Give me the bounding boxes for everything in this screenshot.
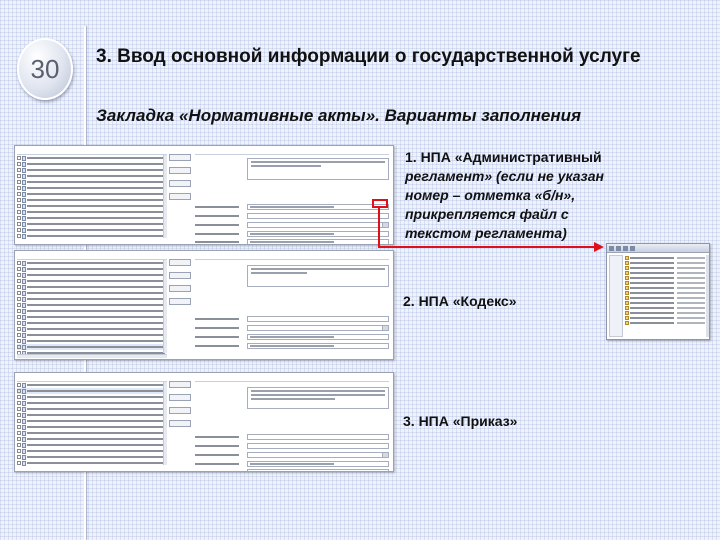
document-field[interactable]: [247, 316, 389, 322]
form-row: [195, 238, 389, 245]
document-icon: [22, 413, 26, 418]
add-all-button[interactable]: [169, 420, 191, 427]
slide-title: 3. Ввод основной информации о государственной услуге: [96, 46, 641, 67]
checkbox[interactable]: [17, 455, 21, 459]
add-button[interactable]: [169, 154, 191, 161]
npa-list-panel: [17, 253, 167, 353]
add-all-button[interactable]: [169, 298, 191, 305]
npa-name-field[interactable]: [247, 265, 389, 287]
document-icon: [22, 383, 26, 388]
document-icon: [22, 261, 26, 266]
checkbox[interactable]: [17, 449, 21, 453]
remove-all-button[interactable]: [169, 285, 191, 292]
checkbox[interactable]: [17, 186, 21, 190]
file-meta: [677, 257, 705, 259]
list-item-text: [27, 438, 165, 440]
screenshot-npa-codex: [14, 250, 394, 360]
list-item-text: [27, 340, 165, 342]
remove-button[interactable]: [169, 272, 191, 279]
checkbox[interactable]: [17, 303, 21, 307]
list-item-text: [27, 444, 165, 446]
file-picker-window: [606, 243, 710, 340]
document-icon: [22, 222, 26, 227]
checkbox[interactable]: [17, 321, 21, 325]
list-item-text: [27, 187, 165, 189]
list-item-text: [27, 328, 165, 330]
npa-name-field[interactable]: [247, 158, 389, 180]
file-meta: [677, 312, 705, 314]
document-icon: [22, 345, 26, 350]
file-name: [630, 317, 674, 319]
document-icon: [22, 333, 26, 338]
form-row: [195, 315, 389, 322]
type-select[interactable]: [247, 325, 389, 331]
checkbox[interactable]: [17, 216, 21, 220]
file-meta: [677, 292, 705, 294]
list-item[interactable]: [17, 460, 167, 466]
document-field[interactable]: [247, 434, 389, 440]
transfer-buttons: [169, 259, 191, 305]
document-field[interactable]: [247, 204, 389, 210]
file-name: [630, 312, 674, 314]
checkbox[interactable]: [17, 443, 21, 447]
checkbox[interactable]: [17, 401, 21, 405]
screenshot-npa-prikaz: [14, 372, 394, 472]
checkbox[interactable]: [17, 407, 21, 411]
checkbox[interactable]: [17, 261, 21, 265]
file-icon: [625, 256, 629, 260]
form-row: [195, 221, 389, 228]
form-row: [195, 451, 389, 458]
file-meta: [677, 317, 705, 319]
note-npa-reglament: [405, 148, 615, 243]
document-icon: [22, 204, 26, 209]
document-icon: [22, 315, 26, 320]
file-icon: [625, 311, 629, 315]
document-icon: [22, 449, 26, 454]
document-icon: [22, 198, 26, 203]
list-item-text: [27, 286, 165, 288]
add-all-button[interactable]: [169, 193, 191, 200]
list-item-text: [27, 268, 165, 270]
list-item-text: [27, 310, 165, 312]
remove-button[interactable]: [169, 167, 191, 174]
document-icon: [22, 395, 26, 400]
file-name: [630, 292, 674, 294]
form-row: [195, 230, 389, 237]
list-item-text: [27, 402, 165, 404]
document-icon: [22, 192, 26, 197]
file-name: [630, 287, 674, 289]
list-item-text: [27, 163, 165, 165]
checkbox[interactable]: [17, 285, 21, 289]
list-item-text: [27, 229, 165, 231]
list-item-text: [27, 157, 165, 159]
form-row: [195, 212, 389, 219]
type-select[interactable]: [247, 452, 389, 458]
list-item-text: [27, 420, 165, 422]
form-header: [195, 253, 389, 260]
document-icon: [22, 168, 26, 173]
add-button[interactable]: [169, 259, 191, 266]
file-icon: [625, 301, 629, 305]
checkbox[interactable]: [17, 234, 21, 238]
document-icon: [22, 156, 26, 161]
checkbox[interactable]: [17, 156, 21, 160]
file-name: [630, 272, 674, 274]
document-icon: [22, 291, 26, 296]
list-item[interactable]: [17, 233, 167, 239]
checkbox[interactable]: [17, 162, 21, 166]
file-meta: [677, 302, 705, 304]
list-item-text: [27, 450, 165, 452]
file-name: [630, 307, 674, 309]
file-icon: [625, 281, 629, 285]
scrollbar[interactable]: [163, 155, 167, 238]
npa-list-panel: [17, 375, 167, 465]
note-npa-prikaz: 3. НПА «Приказ»: [403, 413, 518, 429]
list-item-text: [27, 346, 165, 348]
number-field[interactable]: [247, 461, 389, 467]
checkbox[interactable]: [17, 309, 21, 313]
add-button[interactable]: [169, 381, 191, 388]
transfer-buttons: [169, 154, 191, 200]
form-row: [195, 433, 389, 440]
file-icon: [625, 271, 629, 275]
npa-list-panel: [17, 148, 167, 238]
checkbox[interactable]: [17, 395, 21, 399]
file-icon: [625, 286, 629, 290]
document-icon: [22, 419, 26, 424]
file-name: [630, 277, 674, 279]
list-item-text: [27, 414, 165, 416]
document-icon: [22, 407, 26, 412]
remove-button[interactable]: [169, 394, 191, 401]
file-name: [630, 267, 674, 269]
list-item-text: [27, 304, 165, 306]
document-icon: [22, 431, 26, 436]
file-meta: [677, 322, 705, 324]
document-icon: [22, 443, 26, 448]
document-icon: [22, 216, 26, 221]
checkbox[interactable]: [17, 425, 21, 429]
file-name: [630, 322, 674, 324]
file-icon: [625, 291, 629, 295]
list-item-text: [27, 169, 165, 171]
list-item-text: [27, 280, 165, 282]
list-item-text: [27, 235, 165, 237]
npa-list: [17, 155, 167, 239]
note-npa-reglament-detail: регламент» (если не указан номер – отметка «б/н», прикрепляется файл с текстом регламента): [405, 168, 604, 241]
file-meta: [677, 282, 705, 284]
checkbox[interactable]: [17, 198, 21, 202]
checkbox[interactable]: [17, 413, 21, 417]
document-icon: [22, 273, 26, 278]
date-field[interactable]: [247, 239, 389, 245]
checkbox[interactable]: [17, 228, 21, 232]
document-icon: [22, 339, 26, 344]
checkbox[interactable]: [17, 192, 21, 196]
checkbox[interactable]: [17, 431, 21, 435]
checkbox[interactable]: [17, 168, 21, 172]
checkbox[interactable]: [17, 327, 21, 331]
screenshot-npa-reglament: [14, 145, 394, 245]
npa-form: [195, 148, 389, 240]
list-item-text: [27, 334, 165, 336]
list-item-text: [27, 390, 165, 392]
list-item-text: [27, 426, 165, 428]
npa-list: [17, 260, 167, 356]
scrollbar[interactable]: [163, 382, 167, 465]
list-item-text: [27, 211, 165, 213]
file-icon: [625, 296, 629, 300]
npa-form: [195, 375, 389, 467]
form-row: [195, 324, 389, 331]
form-row: [195, 203, 389, 210]
horizontal-scrollbar[interactable]: [17, 354, 167, 358]
field[interactable]: [247, 443, 389, 449]
remove-all-button[interactable]: [169, 180, 191, 187]
checkbox[interactable]: [17, 180, 21, 184]
slide-number: 30: [30, 53, 60, 84]
checkbox[interactable]: [17, 419, 21, 423]
note-npa-codex: 2. НПА «Кодекс»: [403, 293, 517, 309]
checkbox[interactable]: [17, 345, 21, 349]
document-icon: [22, 437, 26, 442]
document-icon: [22, 186, 26, 191]
panel-header: [17, 253, 167, 260]
file-icon: [625, 316, 629, 320]
document-icon: [22, 267, 26, 272]
number-field[interactable]: [247, 231, 389, 237]
document-icon: [22, 162, 26, 167]
file-meta: [677, 272, 705, 274]
list-item-text: [27, 292, 165, 294]
list-item-text: [27, 384, 165, 386]
list-item-text: [27, 298, 165, 300]
file-name: [630, 297, 674, 299]
checkbox[interactable]: [17, 204, 21, 208]
document-icon: [22, 425, 26, 430]
file-name: [630, 262, 674, 264]
form-header: [195, 375, 389, 382]
type-select[interactable]: [247, 222, 389, 228]
file-icon: [625, 321, 629, 325]
file-icon: [625, 276, 629, 280]
field[interactable]: [247, 213, 389, 219]
checkbox[interactable]: [17, 291, 21, 295]
list-item-text: [27, 262, 165, 264]
file-name: [630, 257, 674, 259]
scrollbar[interactable]: [706, 255, 709, 337]
checkbox[interactable]: [17, 279, 21, 283]
document-icon: [22, 279, 26, 284]
number-field[interactable]: [247, 334, 389, 340]
remove-all-button[interactable]: [169, 407, 191, 414]
checkbox[interactable]: [17, 437, 21, 441]
slide-number-badge: [17, 38, 73, 100]
list-item-text: [27, 432, 165, 434]
document-icon: [22, 285, 26, 290]
checkbox[interactable]: [17, 273, 21, 277]
file-meta: [677, 297, 705, 299]
list-item-text: [27, 193, 165, 195]
list-item-text: [27, 408, 165, 410]
list-item-text: [27, 462, 165, 464]
list-item-text: [27, 205, 165, 207]
highlight-box: [372, 199, 388, 208]
file-picker-sidebar: [609, 255, 623, 337]
document-icon: [22, 309, 26, 314]
slide-subtitle: Закладка «Нормативные акты». Варианты заполнения: [96, 106, 582, 125]
form-header: [195, 148, 389, 155]
list-item-text: [27, 223, 165, 225]
checkbox[interactable]: [17, 210, 21, 214]
file-meta: [677, 262, 705, 264]
form-row: [195, 460, 389, 467]
file-icon: [625, 261, 629, 265]
document-icon: [22, 461, 26, 466]
list-item-text: [27, 217, 165, 219]
document-icon: [22, 234, 26, 239]
document-icon: [22, 228, 26, 233]
document-icon: [22, 303, 26, 308]
npa-list: [17, 382, 167, 466]
list-item-text: [27, 322, 165, 324]
list-item-text: [27, 181, 165, 183]
file-meta: [677, 277, 705, 279]
document-icon: [22, 401, 26, 406]
checkbox[interactable]: [17, 174, 21, 178]
document-icon: [22, 321, 26, 326]
list-item-text: [27, 396, 165, 398]
form-row: [195, 468, 389, 472]
checkbox[interactable]: [17, 383, 21, 387]
note-npa-reglament-title: 1. НПА «Административный: [405, 149, 602, 165]
list-item-text: [27, 175, 165, 177]
checkbox[interactable]: [17, 222, 21, 226]
form-row: [195, 342, 389, 349]
list-item-text: [27, 316, 165, 318]
npa-form: [195, 253, 389, 355]
file-icon: [625, 306, 629, 310]
list-item-text: [27, 199, 165, 201]
panel-header: [17, 375, 167, 382]
file-icon: [625, 266, 629, 270]
form-row: [195, 333, 389, 340]
checkbox[interactable]: [17, 297, 21, 301]
file-name: [630, 302, 674, 304]
file-list: [625, 255, 705, 337]
list-item-text: [27, 456, 165, 458]
document-icon: [22, 180, 26, 185]
date-field[interactable]: [247, 469, 389, 473]
date-field[interactable]: [247, 343, 389, 349]
document-icon: [22, 210, 26, 215]
document-icon: [22, 297, 26, 302]
checkbox[interactable]: [17, 461, 21, 465]
checkbox[interactable]: [17, 389, 21, 393]
checkbox[interactable]: [17, 267, 21, 271]
checkbox[interactable]: [17, 333, 21, 337]
panel-header: [17, 148, 167, 155]
npa-name-field[interactable]: [247, 387, 389, 409]
scrollbar[interactable]: [163, 260, 167, 353]
file-picker-toolbar: [607, 244, 709, 253]
checkbox[interactable]: [17, 315, 21, 319]
document-icon: [22, 455, 26, 460]
transfer-buttons: [169, 381, 191, 427]
form-row: [195, 442, 389, 449]
document-icon: [22, 389, 26, 394]
document-icon: [22, 174, 26, 179]
file-row[interactable]: [625, 320, 705, 325]
file-meta: [677, 287, 705, 289]
file-meta: [677, 267, 705, 269]
document-icon: [22, 327, 26, 332]
file-meta: [677, 307, 705, 309]
checkbox[interactable]: [17, 339, 21, 343]
list-item-text: [27, 274, 165, 276]
file-name: [630, 282, 674, 284]
